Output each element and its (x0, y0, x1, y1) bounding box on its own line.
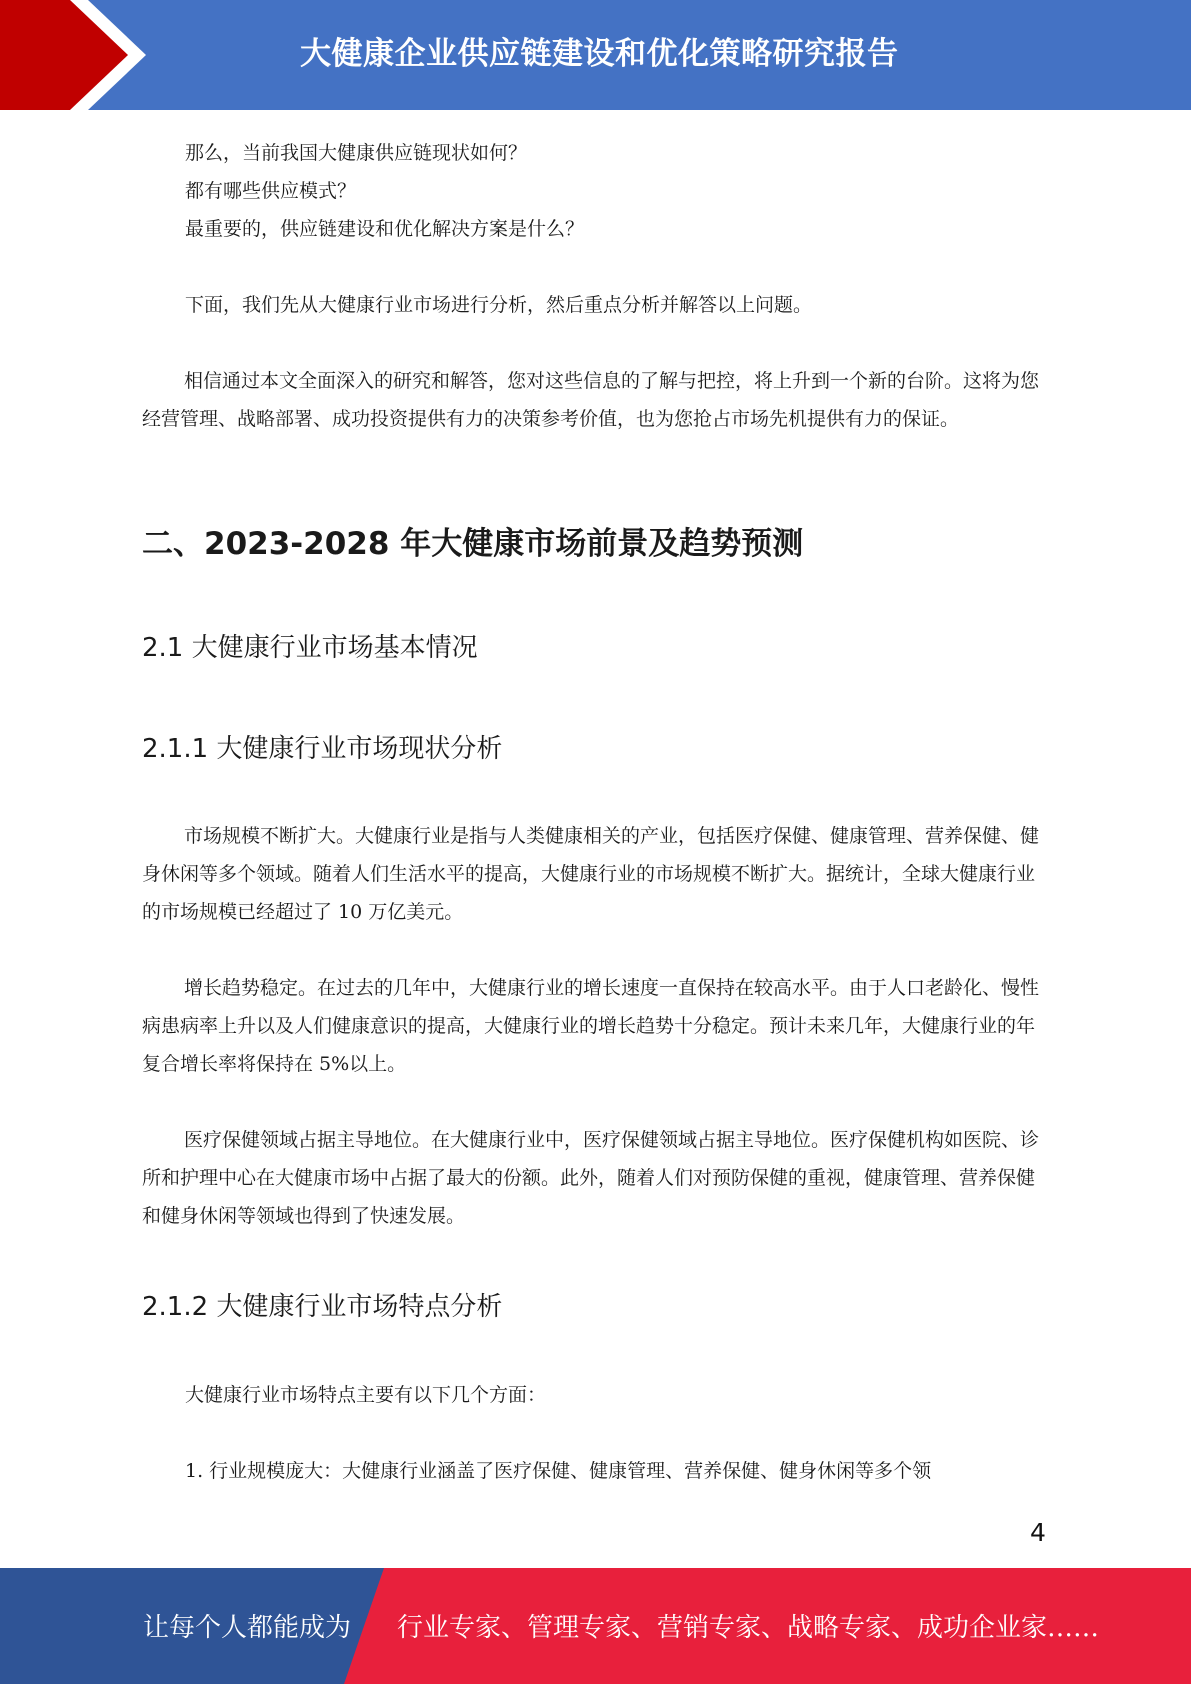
paragraph-medical-dominance: 医疗保健领域占据主导地位。在大健康行业中，医疗保健领域占据主导地位。医疗保健机构如医院、诊所和护理中心在大健康市场中占据了最大的份额。此外，随着人们对预防保健的重视，健康管理、营养保健和健身休闲等领域也得到了快速发展。 (142, 1129, 1040, 1227)
paragraph-growth-trend: 增长趋势稳定。在过去的几年中，大健康行业的增长速度一直保持在较高水平。由于人口老龄化、慢性病患病率上升以及人们健康意识的提高，大健康行业的增长趋势十分稳定。预计未来几年，大健康行业的年复合增长率将保持在 5%以上。 (142, 977, 1040, 1075)
intro-question-3: 最重要的，供应链建设和优化解决方案是什么？ (185, 218, 585, 240)
section-2-1-heading: 2.1 大健康行业市场基本情况 (142, 633, 478, 663)
page-footer (0, 1568, 1191, 1684)
list-item-1: 1. 行业规模庞大：大健康行业涵盖了医疗保健、健康管理、营养保健、健身休闲等多个领 (185, 1460, 932, 1482)
intro-question-2: 都有哪些供应模式？ (185, 180, 357, 202)
paragraph-features-intro: 大健康行业市场特点主要有以下几个方面： (185, 1384, 547, 1406)
page-number: 4 (1030, 1518, 1046, 1547)
section-2-heading: 二、2023-2028 年大健康市场前景及趋势预测 (142, 526, 804, 562)
paragraph-believe: 相信通过本文全面深入的研究和解答，您对这些信息的了解与把控，将上升到一个新的台阶。这将为您经营管理、战略部署、成功投资提供有力的决策参考价值，也为您抢占市场先机提供有力的保证。 (142, 370, 1040, 430)
paragraph-market-scale: 市场规模不断扩大。大健康行业是指与人类健康相关的产业，包括医疗保健、健康管理、营养保健、健身休闲等多个领域。随着人们生活水平的提高，大健康行业的市场规模不断扩大。据统计，全球大健康行业的市场规模已经超过了 10 万亿美元。 (142, 825, 1040, 923)
footer-slogan-right: 行业专家、管理专家、营销专家、战略专家、成功企业家…… (397, 1613, 1100, 1643)
section-2-1-1-heading: 2.1.1 大健康行业市场现状分析 (142, 734, 503, 764)
footer-slogan-left: 让每个人都能成为 (143, 1613, 352, 1643)
header-title: 大健康企业供应链建设和优化策略研究报告 (300, 36, 899, 72)
section-2-1-2-heading: 2.1.2 大健康行业市场特点分析 (142, 1292, 503, 1322)
paragraph-next: 下面，我们先从大健康行业市场进行分析，然后重点分析并解答以上问题。 (185, 294, 813, 316)
intro-question-1: 那么，当前我国大健康供应链现状如何？ (185, 142, 528, 164)
page-header (0, 0, 1191, 110)
